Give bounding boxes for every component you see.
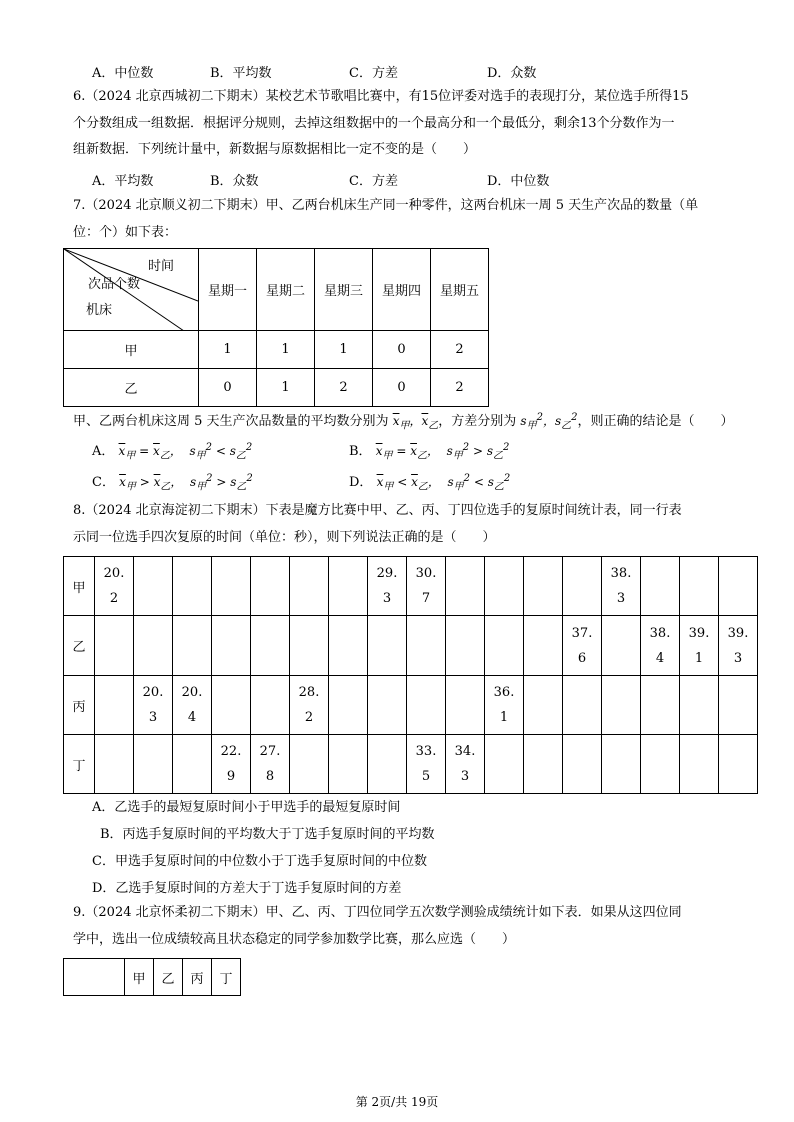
q8-option-a: A．乙选手的最短复原时间小于甲选手的最短复原时间 [92,800,401,815]
q5-option-b: B．平均数 [210,66,272,81]
q8-cell [173,735,212,794]
q8-cell-text: 3 [382,591,392,606]
q8-cell [524,616,563,676]
q8-cell-text: 33. [415,744,437,759]
q5-option-c: C．方差 [349,66,398,81]
q7-mean-symbols: $\overline{x}_甲$，$\overline{x}_乙$ [392,414,439,432]
q8-cell-text: 20. [142,685,164,700]
q8-cell [407,676,446,735]
q7-cell: 1 [257,369,315,407]
q8-cell [563,557,602,616]
q9-scores-table [63,958,241,996]
q7-option-variance-relation: < [473,475,484,489]
q8-cell-text: 6 [577,650,587,666]
q6-option-d: D．中位数 [487,174,550,189]
q7-cell: 2 [431,369,489,407]
q8-cell [641,676,680,735]
q8-cell-text: 34. [454,744,476,759]
q8-cell-text: 38. [649,625,671,641]
q8-cell-text: 2 [109,591,119,606]
q8-cell-text: 3 [616,591,626,606]
q6-option-a: A．平均数 [92,174,154,189]
q8-cell [602,616,641,676]
q8-cell [485,735,524,794]
q6-option-b: B．众数 [210,174,259,189]
q8-cell [134,735,173,794]
q7-cell: 1 [257,331,315,369]
q7-option-variance-relation: < [215,444,226,458]
q8-cell [251,557,290,616]
q8-cell [407,616,446,676]
q7-option-d: D． $\overline{x}_甲 < \overline{x}_乙$， $s_甲^2 < s_乙^2$ [349,473,511,493]
q8-cell [446,735,485,794]
q7-row-label: 甲 [64,331,199,369]
q7-option-label: A． [92,444,115,459]
q8-cell [680,616,719,676]
q9-header-student: 甲 [125,959,154,996]
q8-cell [719,616,758,676]
q7-corner-cell [64,249,199,331]
q8-option-b: B．丙选手复原时间的平均数大于丁选手复原时间的平均数 [100,827,435,842]
page-footer: 第 2页/共 19页 [355,1095,439,1109]
q8-cell [524,557,563,616]
q8-cell [602,676,641,735]
q8-cell-text: 8 [265,769,275,784]
q8-cell [290,676,329,735]
q7-question: 甲、乙两台机床这周 5 天生产次品数量的平均数分别为 $\overline{x}_甲$，$\overline{x}_乙$，方差分别为 $s_甲^2$，$s_乙^2$，则正确的结论是（ ） [73,412,734,432]
q8-option-d: D．乙选手复原时间的方差大于丁选手复原时间的方差 [92,881,402,896]
q8-cell-text: 3 [733,650,743,666]
q8-cell [251,676,290,735]
q7-option-a: A． $\overline{x}_甲 = \overline{x}_乙$， $s_甲^2 < s_乙^2$ [92,442,253,462]
q9-stem-line2: 学中，选出一位成绩较高且状态稳定的同学参加数学比赛，那么应选（ ） [73,932,516,947]
q9-header-student: 乙 [154,959,183,996]
q7-option-b: B． $\overline{x}_甲 = \overline{x}_乙$， $s_甲^2 > s_乙^2$ [349,442,510,462]
q8-cell [173,616,212,676]
q8-cell [290,735,329,794]
q7-cell: 0 [373,331,431,369]
q8-row-label: 甲 [64,557,95,616]
q8-cell [524,735,563,794]
q8-cell [134,557,173,616]
q8-cell-text: 3 [148,710,158,725]
q8-cell-text: 20. [181,685,203,700]
q7-corner-defects: 次品个数 [88,277,141,292]
q7-option-mean-relation: = [396,444,407,458]
q7-cell: 2 [315,369,373,407]
q8-cell [368,735,407,794]
q8-cell-text: 30. [415,566,437,581]
q8-cell [251,735,290,794]
q8-cell [212,557,251,616]
q7-stem-line2: 位：个）如下表： [73,225,178,240]
q8-option-c: C．甲选手复原时间的中位数小于丁选手复原时间的中位数 [92,854,427,869]
q8-cell [95,676,134,735]
q8-cell [134,676,173,735]
q7-header-day: 星期三 [315,249,373,331]
q8-cell [602,557,641,616]
q8-stem-line2: 示同一位选手四次复原的时间（单位：秒），则下列说法正确的是（ ） [73,530,496,545]
q8-cell-text: 22. [220,744,242,759]
q8-cell-text: 39. [688,625,710,641]
q8-cell [446,557,485,616]
q8-row-label: 丙 [64,676,95,735]
q7-cell: 1 [199,331,257,369]
q8-cell [446,616,485,676]
q7-cell: 2 [431,331,489,369]
q7-defects-table [63,248,489,407]
q8-cell [329,616,368,676]
q8-cell [212,676,251,735]
q8-cell-text: 1 [694,650,704,666]
q7-header-day: 星期二 [257,249,315,331]
q8-cell [485,676,524,735]
q7-cell: 0 [199,369,257,407]
q8-cell [680,676,719,735]
q8-cell-text: 5 [421,769,431,784]
q9-stem-line1: 9.（2024 北京怀柔初二下期末）甲、乙、丙、丁四位同学五次数学测验成绩统计如下表．如果从这四位同 [73,905,682,920]
q8-cell [329,735,368,794]
q8-cell [95,616,134,676]
q6-option-c: C．方差 [349,174,398,189]
q8-row-label: 乙 [64,616,95,676]
q7-option-mean-relation: < [397,475,408,489]
q8-cell [290,616,329,676]
q8-cell [563,616,602,676]
q8-cell-text: 9 [226,769,236,784]
q8-cell-text: 3 [460,769,470,784]
q8-cell [95,735,134,794]
q7-option-mean-relation: > [139,475,150,489]
q9-header-student: 丁 [212,959,241,996]
q8-cell-text: 29. [376,566,398,581]
q8-cell [251,616,290,676]
q8-row-label: 丁 [64,735,95,794]
q8-cell [407,735,446,794]
q7-option-label: C． [92,475,115,490]
q7-row-label: 乙 [64,369,199,407]
q6-stem-line1: 6.（2024 北京西城初二下期末）某校艺术节歌唱比赛中，有15位评委对选手的表现打分，某位选手所得15 [73,89,689,104]
q7-option-variance-relation: > [216,475,227,489]
q8-cell [680,557,719,616]
q8-cell [95,557,134,616]
q8-cell [524,676,563,735]
q8-cell [368,676,407,735]
q8-cell [641,735,680,794]
q8-cell [212,616,251,676]
q7-header-day: 星期一 [199,249,257,331]
q7-stem-line1: 7.（2024 北京顺义初二下期末）甲、乙两台机床生产同一种零件，这两台机床一周 5 天生产次品的数量（单 [73,198,699,213]
q7-question-text: 甲、乙两台机床这周 5 天生产次品数量的平均数分别为 [73,414,389,429]
q8-cell [212,735,251,794]
q8-cell-text: 27. [259,744,281,759]
q7-option-mean-relation: = [139,444,150,458]
q8-cell [290,557,329,616]
q8-cell [563,676,602,735]
q8-cell-text: 4 [187,710,197,725]
q9-header-student: 丙 [183,959,212,996]
q7-header-day: 星期四 [373,249,431,331]
q8-cell [719,557,758,616]
q7-option-variance-relation: > [472,444,484,458]
q8-stem-line1: 8.（2024 北京海淀初二下期末）下表是魔方比赛中甲、乙、丙、丁四位选手的复原时间统计表，同一行表 [73,503,682,518]
q7-header-day: 星期五 [431,249,489,331]
q7-cell: 1 [315,331,373,369]
q8-cell [173,676,212,735]
q8-cell-text: 39. [727,625,749,641]
q8-cell [485,557,524,616]
q8-cell [563,735,602,794]
q8-times-table [63,556,758,794]
q7-corner-machine: 机床 [86,303,113,318]
q8-cell [407,557,446,616]
q8-cell [485,616,524,676]
q6-stem-line3: 组新数据．下列统计量中，新数据与原数据相比一定不变的是（ ） [73,142,477,157]
q8-cell-text: 4 [655,650,665,666]
q8-cell-text: 36. [493,685,515,700]
q8-cell-text: 2 [304,710,314,725]
q8-cell [329,557,368,616]
q9-header-blank [64,959,125,996]
q8-cell [368,616,407,676]
q8-cell [368,557,407,616]
q8-cell [173,557,212,616]
q8-cell [719,676,758,735]
q5-option-a: A．中位数 [92,66,154,81]
q7-question-end: ，则正确的结论是（ ） [577,414,734,429]
q8-cell [602,735,641,794]
q8-cell [680,735,719,794]
q6-stem-line2: 个分数组成一组数据．根据评分规则，去掉这组数据中的一个最高分和一个最低分，剩余13个分数作为一 [73,116,675,131]
q8-cell [134,616,173,676]
q8-cell [641,616,680,676]
q8-cell [329,676,368,735]
q7-option-c: C． $\overline{x}_甲 > \overline{x}_乙$， $s_甲^2 > s_乙^2$ [92,473,253,493]
q8-cell-text: 38. [610,566,632,581]
q8-cell-text: 1 [499,710,509,725]
q7-variance-symbols: $s_甲^2$，$s_乙^2$ [520,412,578,432]
q8-cell-text: 7 [421,591,431,606]
q7-option-label: B． [349,444,372,459]
q7-option-label: D． [349,475,373,490]
q7-corner-time: 时间 [148,259,175,274]
q8-cell [641,557,680,616]
q8-cell [446,676,485,735]
q5-option-d: D．众数 [487,66,537,81]
q7-cell: 0 [373,369,431,407]
q8-cell-text: 28. [298,685,320,700]
q8-cell [719,735,758,794]
q8-cell-text: 20. [103,566,125,581]
q8-cell-text: 37. [571,625,593,641]
